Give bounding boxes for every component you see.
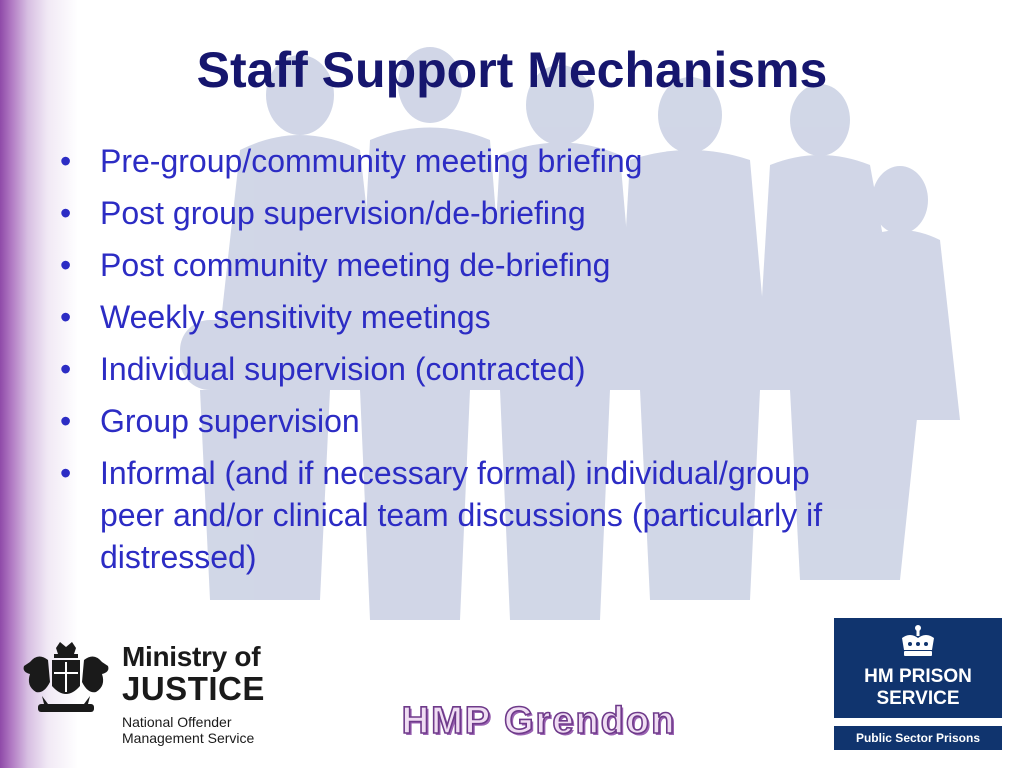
bullet-text: Individual supervision (contracted) xyxy=(100,351,586,387)
bullet-marker: • xyxy=(60,455,72,491)
bullet-item xyxy=(56,192,876,234)
hmps-title xyxy=(834,666,1002,710)
bullet-text: Pre-group/community meeting briefing xyxy=(100,143,643,179)
hmps-line-2: SERVICE xyxy=(876,688,960,709)
bullet-marker: • xyxy=(60,299,72,335)
moj-text-block xyxy=(122,642,265,746)
royal-coat-of-arms-icon xyxy=(18,642,114,724)
hmps-panel xyxy=(834,618,1002,718)
slide-title: Staff Support Mechanisms xyxy=(196,42,828,98)
bullet-marker: • xyxy=(60,403,72,439)
bullet-item xyxy=(56,244,876,286)
noms-line-2: Management Service xyxy=(122,730,255,746)
moj-line-2: JUSTICE xyxy=(122,670,265,707)
prison-name: HMP Grendon xyxy=(401,700,677,742)
moj-line-1: Ministry of xyxy=(122,641,261,672)
bullet-item xyxy=(56,296,876,338)
bullet-text: Post community meeting de-briefing xyxy=(100,247,611,283)
bullet-text: Informal (and if necessary formal) individual/group peer and/or clinical team discussions (particularly if distressed) xyxy=(100,455,823,575)
bullet-text: Group supervision xyxy=(100,403,360,439)
bullet-item xyxy=(56,348,876,390)
noms-line-1: National Offender xyxy=(122,714,232,730)
bullet-list xyxy=(56,140,876,588)
bullet-text: Weekly sensitivity meetings xyxy=(100,299,491,335)
ministry-of-justice-logo xyxy=(18,630,284,746)
noms-subtitle xyxy=(122,714,265,746)
bullet-marker: • xyxy=(60,351,72,387)
bullet-text: Post group supervision/de-briefing xyxy=(100,195,586,231)
bullet-marker: • xyxy=(60,143,72,179)
bullet-marker: • xyxy=(60,195,72,231)
bullet-item xyxy=(56,400,876,442)
hmps-tagline: Public Sector Prisons xyxy=(834,726,1002,750)
crown-icon xyxy=(898,624,938,660)
bullet-item xyxy=(56,452,876,578)
hmps-line-1: HM PRISON xyxy=(864,666,972,687)
hm-prison-service-logo xyxy=(834,618,1002,750)
bullet-marker: • xyxy=(60,247,72,283)
bullet-item xyxy=(56,140,876,182)
